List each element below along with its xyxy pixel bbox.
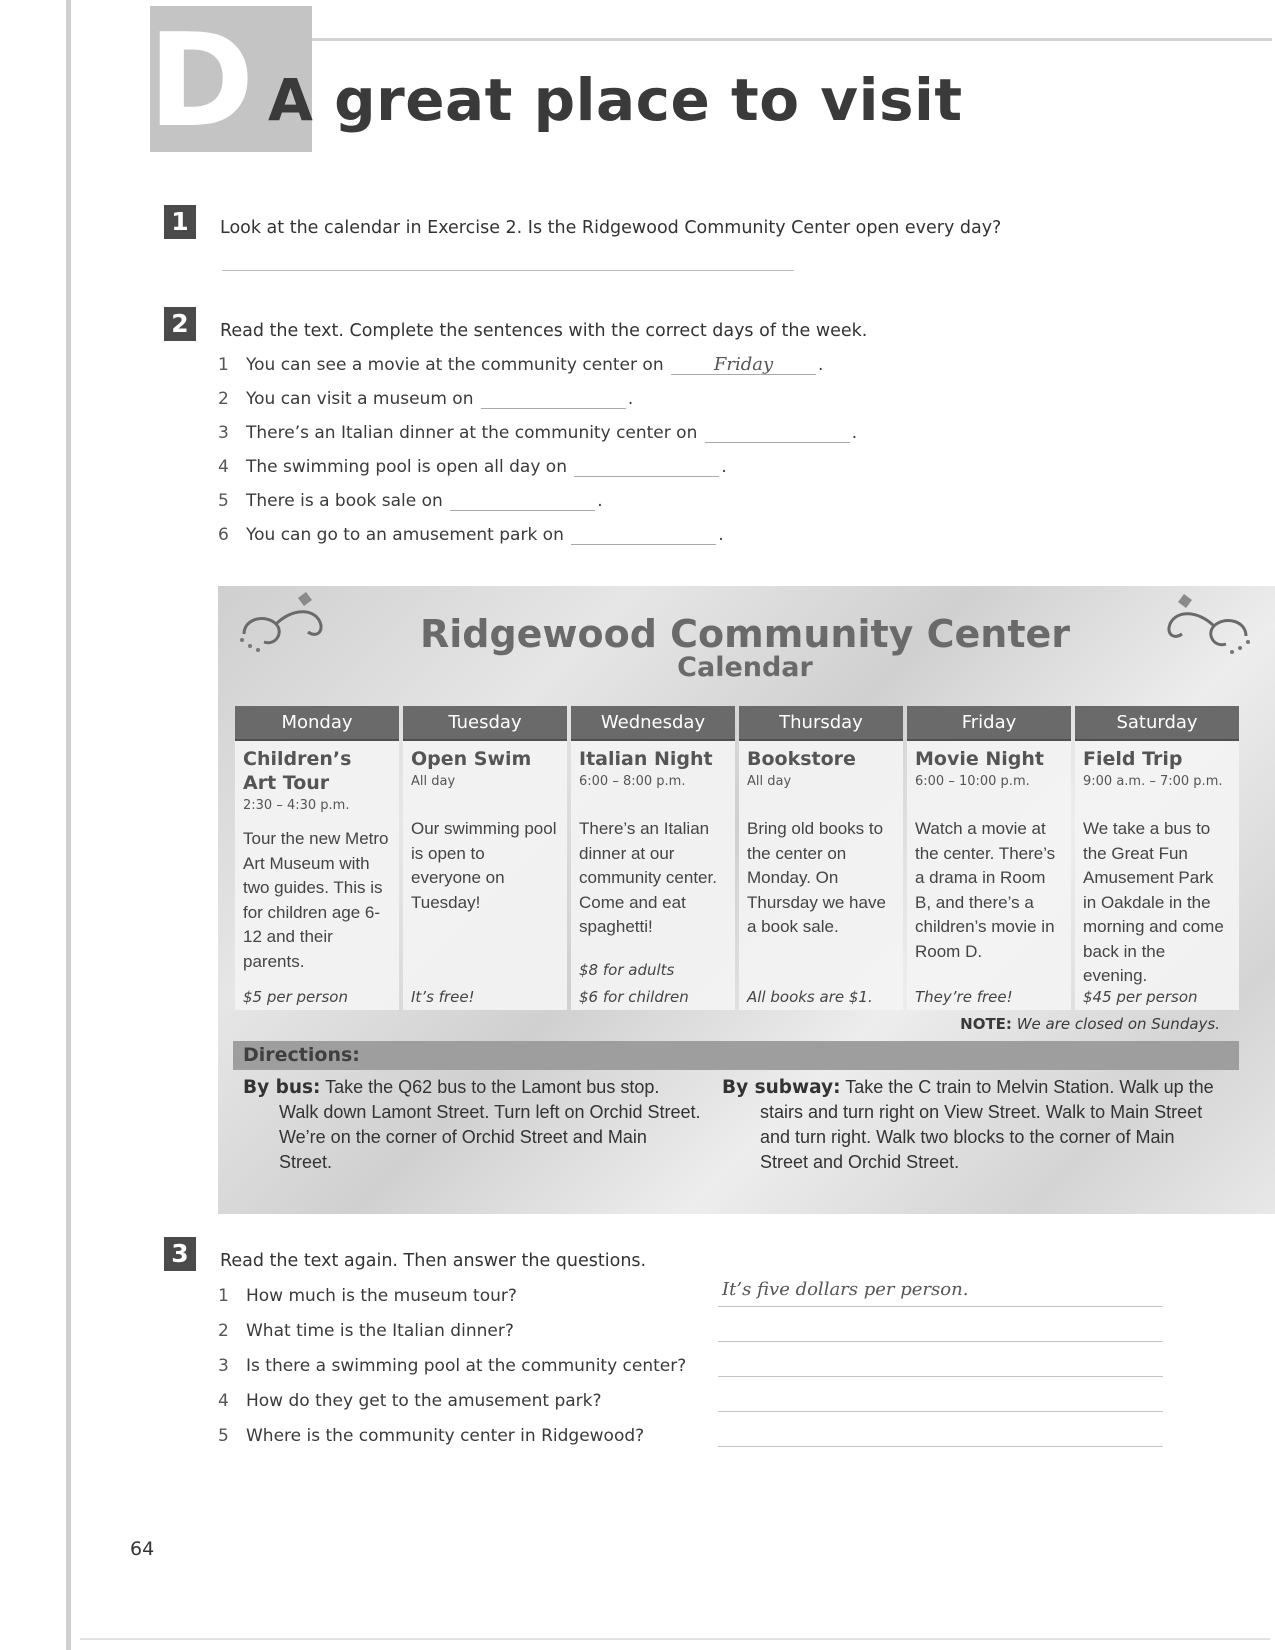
item-number: 3 bbox=[218, 1356, 229, 1376]
answer-blank[interactable] bbox=[571, 524, 716, 545]
event-title: Open Swim bbox=[411, 748, 532, 770]
event-time: All day bbox=[411, 774, 456, 789]
answer-line[interactable] bbox=[718, 1411, 1163, 1412]
answer-line[interactable] bbox=[718, 1446, 1163, 1447]
event-time: 9:00 a.m. – 7:00 p.m. bbox=[1083, 774, 1223, 789]
day-body bbox=[1075, 741, 1239, 1010]
event-price: $5 per person bbox=[243, 988, 348, 1006]
period: . bbox=[818, 355, 824, 375]
day-header: Monday bbox=[235, 706, 399, 741]
exercise-2-item bbox=[218, 354, 823, 375]
subway-label: By subway: bbox=[722, 1077, 841, 1098]
event-title: Movie Night bbox=[915, 748, 1044, 770]
item-text: The swimming pool is open all day on bbox=[246, 457, 567, 477]
event-title: Children’s Art Tour bbox=[243, 748, 352, 794]
day-body bbox=[235, 741, 399, 1010]
event-time: 6:00 – 8:00 p.m. bbox=[579, 774, 686, 789]
event-title: Italian Night bbox=[579, 748, 713, 770]
answer-blank[interactable] bbox=[450, 490, 595, 511]
exercise-2-item bbox=[218, 524, 724, 545]
exercise-3-item bbox=[218, 1356, 686, 1376]
item-number: 5 bbox=[218, 1426, 229, 1446]
exercise-3-number: 3 bbox=[164, 1237, 196, 1271]
header-rule bbox=[312, 38, 1272, 41]
answer-line[interactable] bbox=[718, 1376, 1163, 1377]
page-spine bbox=[66, 0, 71, 1650]
item-text: You can go to an amusement park on bbox=[246, 525, 564, 545]
day-header: Wednesday bbox=[571, 706, 735, 741]
answer-line[interactable] bbox=[718, 1341, 1163, 1342]
exercise-2-item bbox=[218, 422, 857, 443]
day-body bbox=[403, 741, 567, 1010]
day-header: Saturday bbox=[1075, 706, 1239, 741]
event-description: Our swimming pool is open to everyone on Tuesday! bbox=[411, 819, 557, 912]
item-number: 1 bbox=[218, 355, 229, 375]
event-price: They’re free! bbox=[915, 988, 1013, 1006]
calendar-subtitle: Calendar bbox=[677, 652, 813, 683]
exercise-3-item bbox=[218, 1426, 644, 1446]
exercise-1-answer-line[interactable] bbox=[222, 270, 794, 271]
exercise-2-instruction: Read the text. Complete the sentences with the correct days of the week. bbox=[220, 321, 868, 341]
note-text: We are closed on Sundays. bbox=[1016, 1015, 1220, 1033]
item-text: There is a book sale on bbox=[246, 491, 443, 511]
event-price: $45 per person bbox=[1083, 988, 1198, 1006]
bus-label: By bus: bbox=[243, 1077, 321, 1098]
exercise-3-item bbox=[218, 1391, 602, 1411]
subway-text: Take the C train to Melvin Station. Walk up the stairs and turn right on View Street. Walk to Main Street and turn right. Walk two blocks to the corner of Main Street and Orchid Street. bbox=[760, 1077, 1214, 1172]
period: . bbox=[597, 491, 603, 511]
event-price: It’s free! bbox=[411, 988, 475, 1006]
directions-bus bbox=[243, 1075, 703, 1175]
directions-subway bbox=[722, 1075, 1222, 1175]
item-text: How do they get to the amusement park? bbox=[246, 1391, 602, 1411]
item-text: There’s an Italian dinner at the community center on bbox=[246, 423, 698, 443]
item-number: 2 bbox=[218, 389, 229, 409]
day-column-thursday bbox=[739, 706, 903, 1008]
item-text: How much is the museum tour? bbox=[246, 1286, 517, 1306]
event-price-adults: $8 for adults bbox=[579, 961, 675, 979]
day-column-tuesday bbox=[403, 706, 567, 1008]
item-number: 5 bbox=[218, 491, 229, 511]
event-price: All books are $1. bbox=[747, 988, 873, 1006]
item-text: What time is the Italian dinner? bbox=[246, 1321, 514, 1341]
event-description: There’s an Italian dinner at our community center. Come and eat spaghetti! bbox=[579, 819, 717, 936]
day-column-wednesday bbox=[571, 706, 735, 1008]
item-text: You can see a movie at the community center on bbox=[246, 355, 664, 375]
event-title: Bookstore bbox=[747, 748, 856, 770]
day-body bbox=[571, 741, 735, 1010]
item-number: 1 bbox=[218, 1286, 229, 1306]
bus-text: Take the Q62 bus to the Lamont bus stop. Walk down Lamont Street. Turn left on Orchid Street. We’re on the corner of Orchid Street and Main Street. bbox=[279, 1077, 701, 1172]
exercise-3-answer-1[interactable]: It’s five dollars per person. bbox=[722, 1279, 969, 1300]
period: . bbox=[721, 457, 727, 477]
item-text: Is there a swimming pool at the community center? bbox=[246, 1356, 687, 1376]
exercise-3-instruction: Read the text again. Then answer the questions. bbox=[220, 1251, 647, 1271]
calendar-title: Ridgewood Community Center bbox=[419, 612, 1071, 656]
event-time: 6:00 – 10:00 p.m. bbox=[915, 774, 1030, 789]
day-column-monday bbox=[235, 706, 399, 1008]
period: . bbox=[627, 389, 634, 409]
item-text: Where is the community center in Ridgewood? bbox=[246, 1426, 645, 1446]
item-number: 4 bbox=[218, 1391, 229, 1411]
day-column-saturday bbox=[1075, 706, 1239, 1008]
directions-header: Directions: bbox=[233, 1041, 1239, 1070]
exercise-2-item bbox=[218, 388, 633, 409]
bottom-rule bbox=[80, 1638, 1270, 1640]
section-letter: D bbox=[148, 7, 255, 156]
event-description: Tour the new Metro Art Museum with two guides. This is for children age 6-12 and their parents. bbox=[243, 829, 389, 971]
item-number: 3 bbox=[218, 423, 229, 443]
note-label: NOTE: bbox=[960, 1015, 1012, 1033]
page-number: 64 bbox=[130, 1538, 155, 1560]
day-header: Thursday bbox=[739, 706, 903, 741]
answer-blank[interactable]: Friday bbox=[671, 354, 816, 375]
day-header: Tuesday bbox=[403, 706, 567, 741]
page-title: A great place to visit bbox=[268, 66, 963, 134]
exercise-1-instruction: Look at the calendar in Exercise 2. Is the Ridgewood Community Center open every day? bbox=[220, 218, 1002, 238]
answer-blank[interactable] bbox=[705, 422, 850, 443]
period: . bbox=[851, 423, 858, 443]
item-number: 6 bbox=[218, 525, 229, 545]
answer-blank[interactable] bbox=[574, 456, 719, 477]
exercise-2-number: 2 bbox=[164, 307, 196, 341]
event-description: Bring old books to the center on Monday. On Thursday we have a book sale. bbox=[747, 819, 886, 936]
exercise-3-item bbox=[218, 1286, 517, 1306]
answer-line[interactable] bbox=[718, 1306, 1163, 1307]
event-price-children: $6 for children bbox=[579, 988, 689, 1006]
event-description: We take a bus to the Great Fun Amusement Park in Oakdale in the morning and come back in the evening. bbox=[1083, 819, 1224, 985]
event-description: Watch a movie at the center. There’s a drama in Room B, and there’s a children’s movie in Room D. bbox=[915, 819, 1056, 961]
day-column-friday bbox=[907, 706, 1071, 1008]
exercise-2-item bbox=[218, 490, 603, 511]
item-text: You can visit a museum on bbox=[246, 389, 474, 409]
calendar-note bbox=[820, 1015, 1220, 1033]
answer-blank[interactable] bbox=[481, 388, 626, 409]
day-header: Friday bbox=[907, 706, 1071, 741]
period: . bbox=[718, 525, 724, 545]
exercise-1-number: 1 bbox=[164, 205, 196, 239]
day-body bbox=[739, 741, 903, 1010]
exercise-3-item bbox=[218, 1321, 514, 1341]
event-title: Field Trip bbox=[1083, 748, 1183, 770]
day-body bbox=[907, 741, 1071, 1010]
item-number: 2 bbox=[218, 1321, 229, 1341]
event-time: All day bbox=[747, 774, 792, 789]
event-time: 2:30 – 4:30 p.m. bbox=[243, 798, 350, 813]
item-number: 4 bbox=[218, 457, 229, 477]
exercise-2-item bbox=[218, 456, 727, 477]
